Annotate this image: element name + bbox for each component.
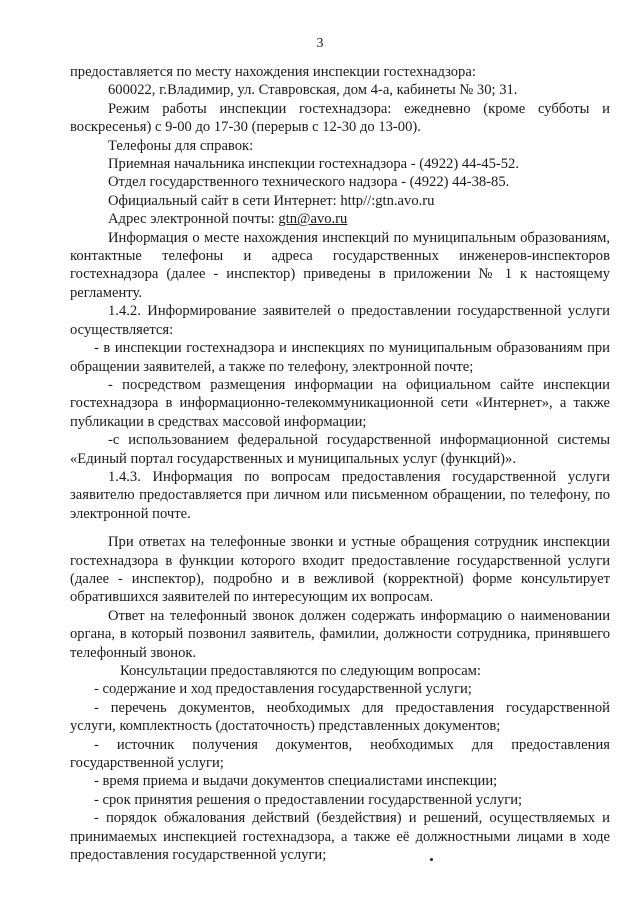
phone-department: Отдел государственного технического надзора - (4922) 44-38-85. xyxy=(108,174,510,191)
list-item: - содержание и ход предоставления государственной услуги; xyxy=(94,681,472,698)
paragraph: предоставляется по месту нахождения инспекции гостехнадзора: xyxy=(70,64,476,80)
working-hours: Режим работы инспекции гостехнадзора: ежедневно (кроме субботы и воскресенья) с 9-00 до 17-30 (перерыв с 12-30 до 13-00). xyxy=(70,100,610,136)
website-line: Официальный сайт в сети Интернет: http//:gtn.avo.ru xyxy=(108,192,435,209)
list-item: - источник получения документов, необходимых для предоставления государственной услуги; xyxy=(70,736,610,772)
phone-reception: Приемная начальника инспекции гостехнадзора - (4922) 44-45-52. xyxy=(108,156,519,173)
list-item: - посредством размещения информации на официальном сайте инспекции гостехнадзора в информационно-телекоммуникационной сети «Интернет», а также публикации в средствах массовой информации; xyxy=(70,376,610,430)
list-item: - срок принятия решения о предоставлении государственной услуги; xyxy=(94,791,523,808)
paragraph: Ответ на телефонный звонок должен содержать информацию о наименовании органа, в который позвонил заявитель, фамилии, должности сотрудника, принявшего телефонный звонок. xyxy=(70,607,610,661)
email-link[interactable]: gtn@avo.ru xyxy=(278,211,348,228)
email-label: Адрес электронной почты: xyxy=(108,211,279,228)
email-line xyxy=(70,210,610,228)
paragraph: При ответах на телефонные звонки и устные обращения сотрудник инспекции гостехнадзора в функции которого входит предоставление государственной услуги (далее - инспектор), подробно и в вежливой (корректной) форме консультирует обратившихся заявителей по интересующим их вопросам. xyxy=(70,534,610,606)
consultations-heading: Консультации предоставляются по следующим вопросам: xyxy=(120,663,481,679)
phones-heading: Телефоны для справок: xyxy=(108,137,254,154)
paragraph: Информация о месте нахождения инспекций по муниципальным образованиям, контактные телефоны и адреса государственных инженеров-инспекторов гостехнадзора (далее - инспектор) приведены в приложении № 1 к настоящему регламенту. xyxy=(70,229,610,301)
page-number: 3 xyxy=(316,36,324,51)
list-item: - порядок обжалования действий (бездействия) и решений, осуществляемых и принимаемых инспекцией гостехнадзора, а также её должностными лицами в ходе предоставления государственной услуги; xyxy=(70,810,610,864)
list-item: - в инспекции гостехнадзора и инспекциях по муниципальным образованиям при обращении заявителей, а также по телефону, электронной почте; xyxy=(70,340,610,375)
address-line: 600022, г.Владимир, ул. Ставровская, дом 4-а, кабинеты № 30; 31. xyxy=(108,82,518,99)
section-1-4-3: 1.4.3. Информация по вопросам предоставления государственной услуги заявителю предоставляется при личном или письменном обращении, по телефону, по электронной почте. xyxy=(70,468,610,522)
document-body xyxy=(70,63,610,864)
list-item: - время приема и выдачи документов специалистами инспекции; xyxy=(94,773,498,790)
scan-speck xyxy=(430,858,433,861)
list-item: - перечень документов, необходимых для предоставления государственной услуги, комплектность (достаточность) представленных документов; xyxy=(70,699,610,735)
section-1-4-2: 1.4.2. Информирование заявителей о предоставлении государственной услуги осуществляется: xyxy=(70,303,610,338)
list-item: -с использованием федеральной государственной информационной системы «Единый портал государственных и муниципальных услуг (функций)». xyxy=(70,432,610,467)
